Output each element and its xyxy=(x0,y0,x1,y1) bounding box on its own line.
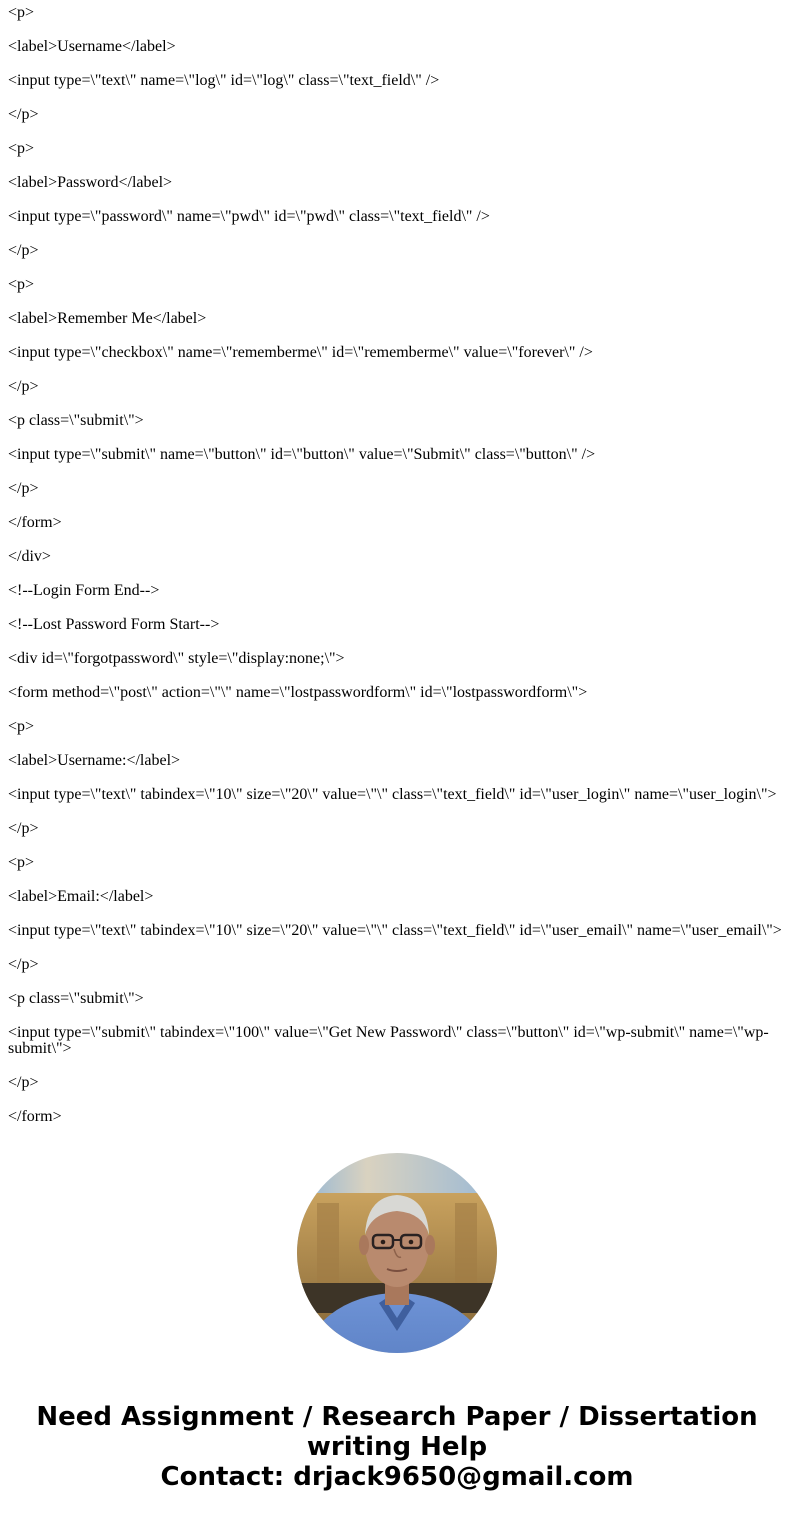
code-line: <p class=\"submit\"> xyxy=(8,990,144,1007)
code-line: <p> xyxy=(8,4,35,21)
promo-contact: Contact: drjack9650@gmail.com xyxy=(160,1462,634,1492)
code-line: <p> xyxy=(8,854,35,871)
code-line: <label>Password</label> xyxy=(8,174,173,191)
code-line: <!--Lost Password Form Start--> xyxy=(8,616,220,633)
code-line: </p> xyxy=(8,242,39,259)
code-line: <form method=\"post\" action=\"\" name=\"lostpasswordform\" id=\"lostpasswordform\"> xyxy=(8,684,588,701)
code-line: <p> xyxy=(8,140,35,157)
code-line: <label>Email:</label> xyxy=(8,888,154,905)
code-line: <div id=\"forgotpassword\" style=\"display:none;\"> xyxy=(8,650,345,667)
code-line: <label>Username:</label> xyxy=(8,752,181,769)
code-line: <input type=\"text\" name=\"log\" id=\"log\" class=\"text_field\" /> xyxy=(8,72,440,89)
code-line: <label>Remember Me</label> xyxy=(8,310,207,327)
code-line: <!--Login Form End--> xyxy=(8,582,160,599)
code-line: <input type=\"text\" tabindex=\"10\" size=\"20\" value=\"\" class=\"text_field\" id=\"user_login\" name=\"user_login\"> xyxy=(8,786,777,803)
code-line: <label>Username</label> xyxy=(8,38,176,55)
code-line: </form> xyxy=(8,1108,62,1124)
promo-line-2: writing Help xyxy=(306,1432,488,1462)
promo-line-1: Need Assignment / Research Paper / Dissertation xyxy=(36,1402,758,1432)
code-line: </div> xyxy=(8,548,51,565)
code-listing xyxy=(8,0,786,1124)
code-line: <input type=\"text\" tabindex=\"10\" size=\"20\" value=\"\" class=\"text_field\" id=\"user_email\" name=\"user_email\"> xyxy=(8,922,782,939)
author-avatar xyxy=(297,1153,497,1353)
code-line: <p class=\"submit\"> xyxy=(8,412,144,429)
code-line: <input type=\"checkbox\" name=\"rememberme\" id=\"rememberme\" value=\"forever\" /> xyxy=(8,344,593,361)
code-line: <p> xyxy=(8,276,35,293)
code-line: <input type=\"password\" name=\"pwd\" id=\"pwd\" class=\"text_field\" /> xyxy=(8,208,490,225)
code-line: </p> xyxy=(8,956,39,973)
code-line: </p> xyxy=(8,820,39,837)
code-line: </form> xyxy=(8,514,62,531)
code-line: <p> xyxy=(8,718,35,735)
code-line: <input type=\"submit\" name=\"button\" id=\"button\" value=\"Submit\" class=\"button\" /> xyxy=(8,446,596,463)
avatar-photo xyxy=(297,1153,497,1353)
code-line: </p> xyxy=(8,106,39,123)
code-line: <input type=\"submit\" tabindex=\"100\" value=\"Get New Password\" class=\"button\" id=\"wp-submit\" name=\"wp-submit\"> xyxy=(8,1024,769,1057)
code-line: </p> xyxy=(8,378,39,395)
code-line: </p> xyxy=(8,1074,39,1091)
code-line: </p> xyxy=(8,480,39,497)
promo-banner xyxy=(0,1402,794,1492)
